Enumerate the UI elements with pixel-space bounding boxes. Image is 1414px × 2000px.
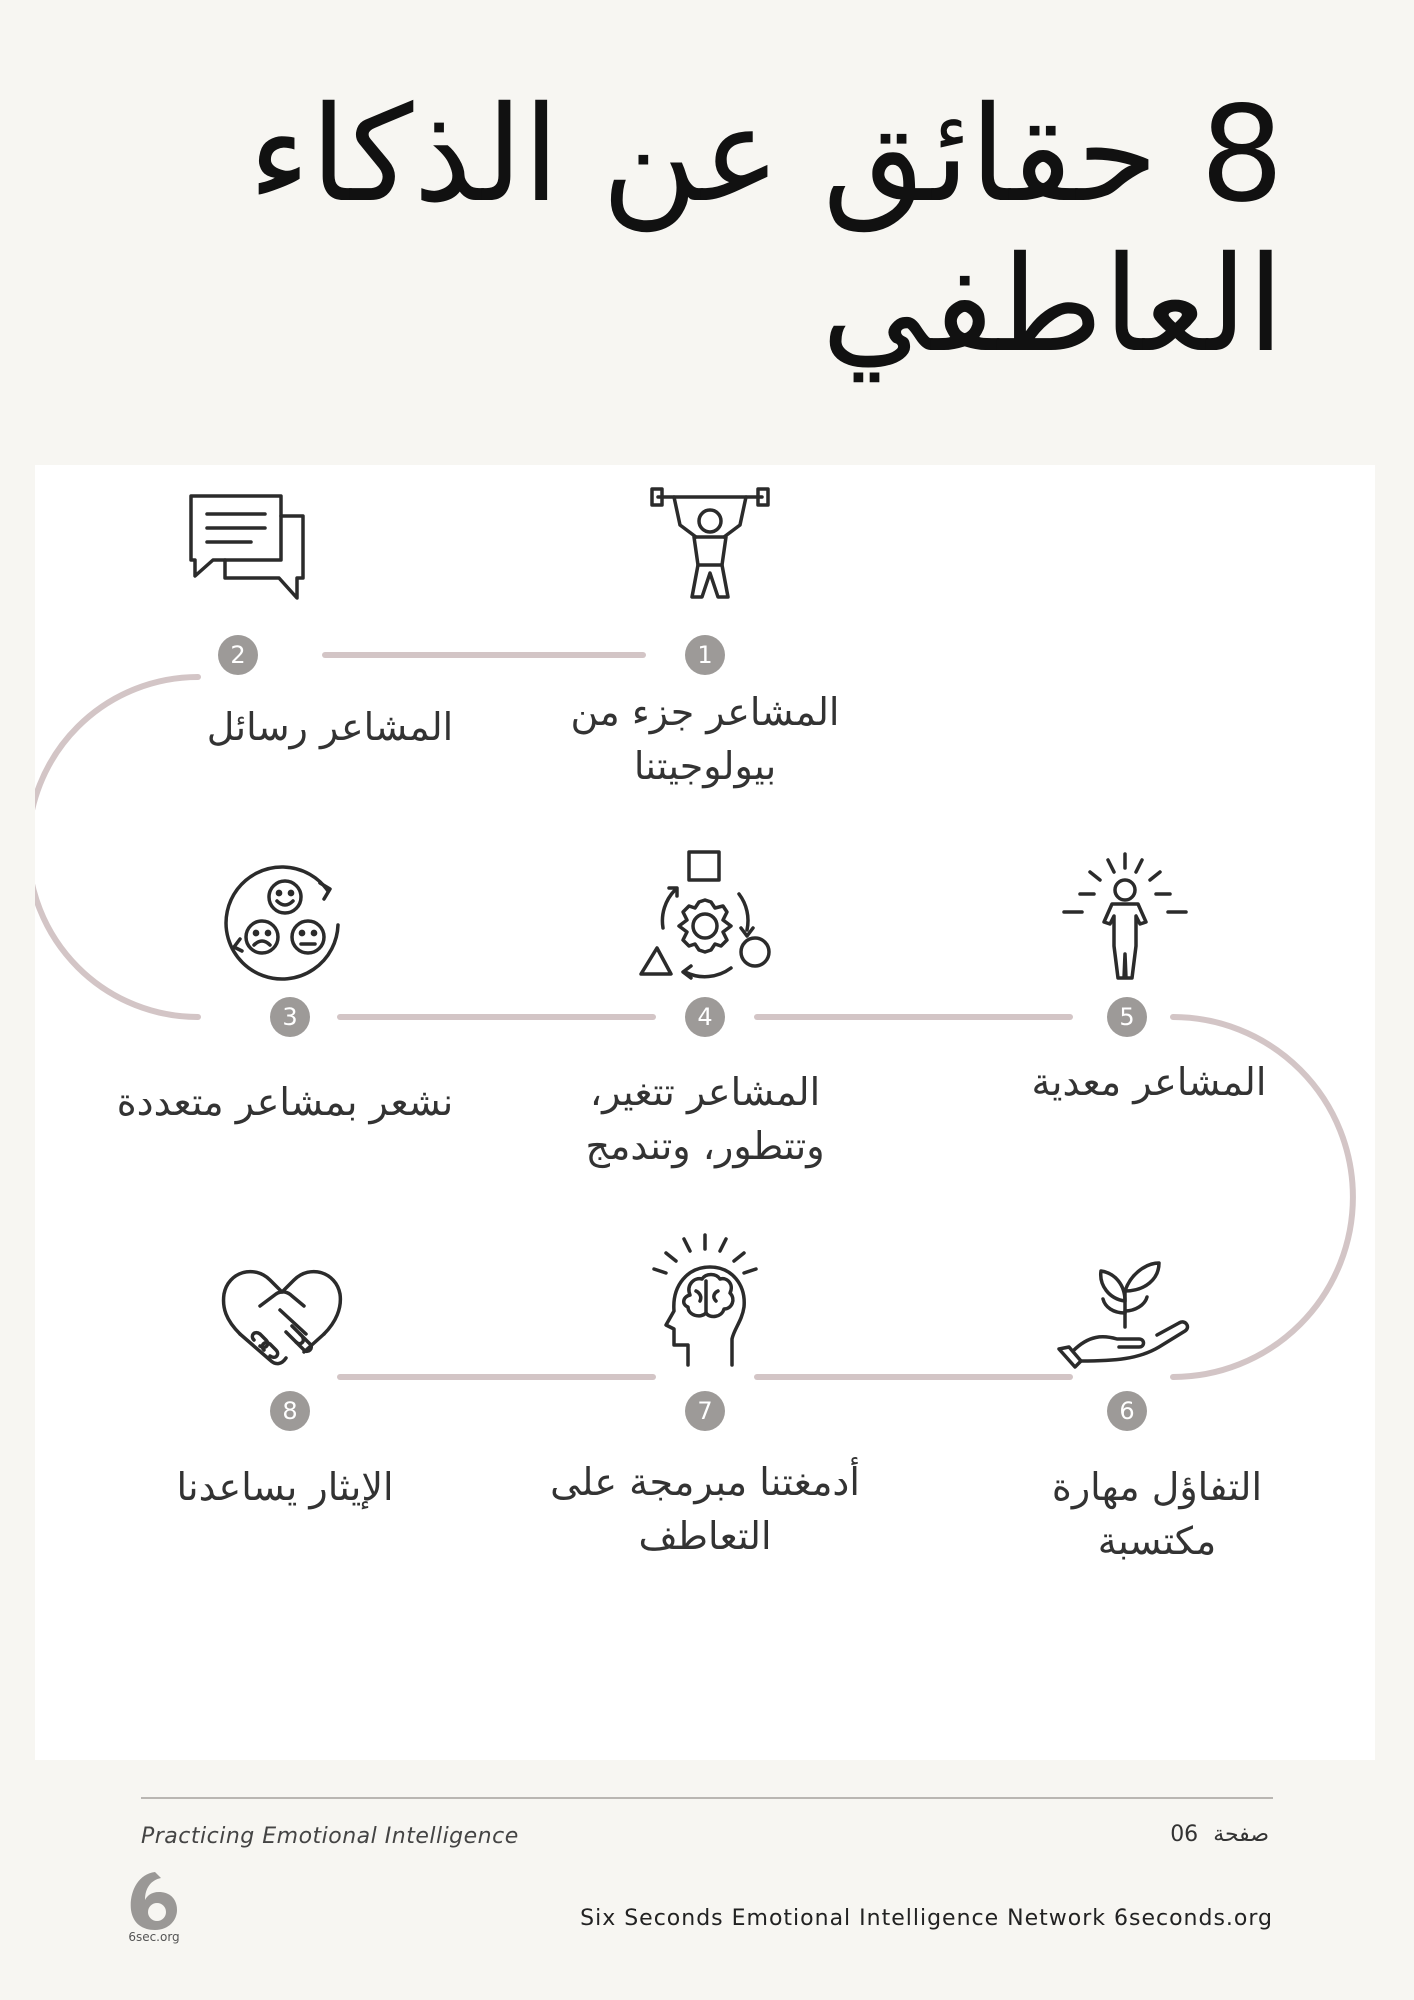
facts-panel: [35, 465, 1375, 1760]
weightlifter-icon: [650, 485, 770, 605]
logo-caption: 6sec.org: [128, 1930, 180, 1944]
page-indicator: [1166, 1822, 1273, 1847]
fact-7-label: أدمغتنا مبرمجة على التعاطف: [550, 1460, 860, 1558]
fact-1-number: 1: [685, 635, 725, 675]
fact-6-label: التفاؤل مهارة مكتسبة: [1051, 1465, 1263, 1563]
footer-divider: [141, 1797, 1273, 1799]
six-seconds-logo-icon: [125, 1870, 181, 1932]
page-title: 8 حقائق عن الذكاء العاطفي: [248, 78, 1284, 382]
fact-6-number: 6: [1107, 1391, 1147, 1431]
fact-8-number: 8: [270, 1391, 310, 1431]
fact-4-number: 4: [685, 997, 725, 1037]
fact-3-number: 3: [270, 997, 310, 1037]
gear-shapes-cycle-icon: [635, 850, 775, 985]
fact-1-label: المشاعر جزء من بيولوجيتنا: [570, 690, 840, 788]
fact-3-label: نشعر بمشاعر متعددة: [116, 1080, 454, 1124]
footer-network: Six Seconds Emotional Intelligence Network 6seconds.org: [580, 1906, 1273, 1931]
footer-series-title: Practicing Emotional Intelligence: [141, 1824, 519, 1849]
handshake-heart-icon: [220, 1260, 345, 1375]
page-label: صفحة: [1213, 1822, 1269, 1847]
fact-5-number: 5: [1107, 997, 1147, 1037]
fact-2-label: المشاعر رسائل: [206, 705, 454, 749]
fact-4-label: المشاعر تتغير، وتتطور، وتندمج: [585, 1070, 825, 1168]
mixed-emotions-icon: [220, 855, 350, 985]
page-number: 06: [1170, 1822, 1199, 1847]
fact-2-number: 2: [218, 635, 258, 675]
chat-bubbles-icon: [185, 490, 310, 605]
plant-in-hand-icon: [1055, 1255, 1195, 1375]
fact-8-label: الإيثار يساعدنا: [176, 1465, 394, 1509]
head-brain-icon: [640, 1233, 770, 1373]
fact-5-label: المشاعر معدية: [1031, 1060, 1267, 1104]
radiating-person-icon: [1060, 850, 1190, 985]
fact-7-number: 7: [685, 1391, 725, 1431]
